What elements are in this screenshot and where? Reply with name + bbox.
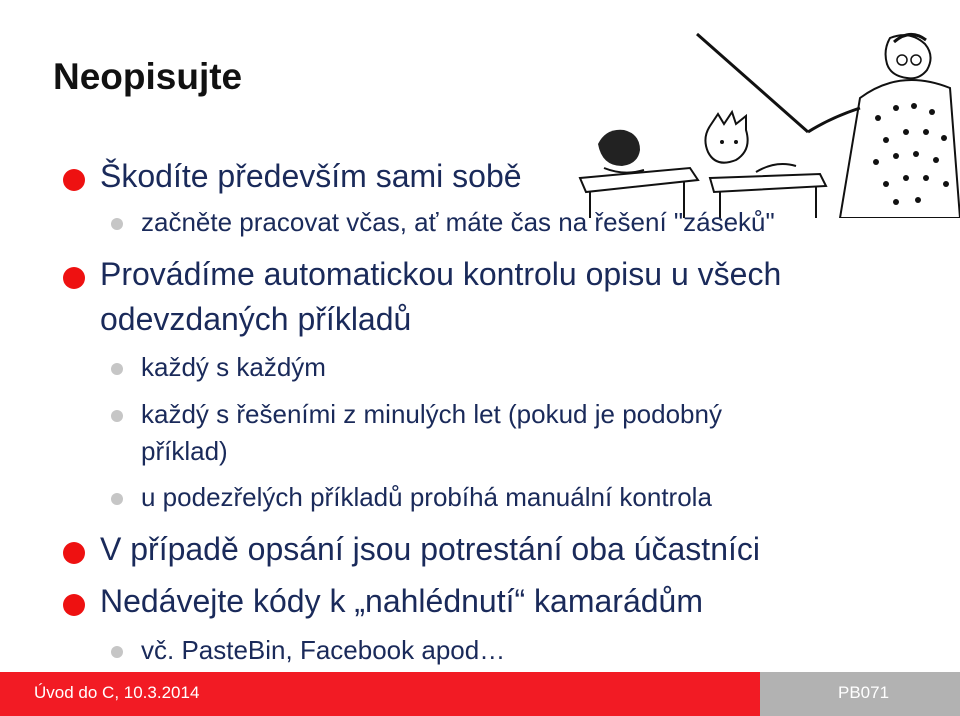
footer-course-code: PB071 (838, 683, 890, 702)
bullet-text: Škodíte především sami sobě (100, 158, 522, 194)
footer-course-date: Úvod do C, 10.3.2014 (34, 683, 200, 702)
bullet-text: odevzdaných příkladů (100, 301, 412, 337)
sub-bullet-text: každý s řešeními z minulých let (pokud je podobný (141, 399, 722, 429)
gray-bullet-icon (111, 410, 123, 422)
gray-bullet-icon (111, 363, 123, 375)
sub-bullet-text: každý s každým (141, 352, 326, 382)
sub-bullet-text: příklad) (141, 436, 228, 466)
gray-bullet-icon (111, 218, 123, 230)
bullet-text: Provádíme automatickou kontrolu opisu u všech (100, 256, 782, 292)
footer-left-bar (0, 672, 760, 716)
gray-bullet-icon (111, 493, 123, 505)
slide-footer (0, 672, 960, 716)
red-bullet-icon (63, 267, 85, 289)
gray-bullet-icon (111, 646, 123, 658)
sub-bullet-text: u podezřelých příkladů probíhá manuální kontrola (141, 482, 712, 512)
sub-bullet-text: začněte pracovat včas, ať máte čas na řešení "záseků" (141, 207, 775, 237)
footer-right-bar (760, 672, 960, 716)
sub-bullet-text: vč. PasteBin, Facebook apod… (141, 635, 506, 665)
bullet-text: Nedávejte kódy k „nahlédnutí“ kamarádům (100, 583, 703, 619)
bullet-text: V případě opsání jsou potrestání oba účastníci (100, 531, 760, 567)
red-bullet-icon (63, 594, 85, 616)
cartoon-illustration (560, 28, 960, 218)
red-bullet-icon (63, 169, 85, 191)
slide-title: Neopisujte (53, 56, 243, 97)
red-bullet-icon (63, 542, 85, 564)
